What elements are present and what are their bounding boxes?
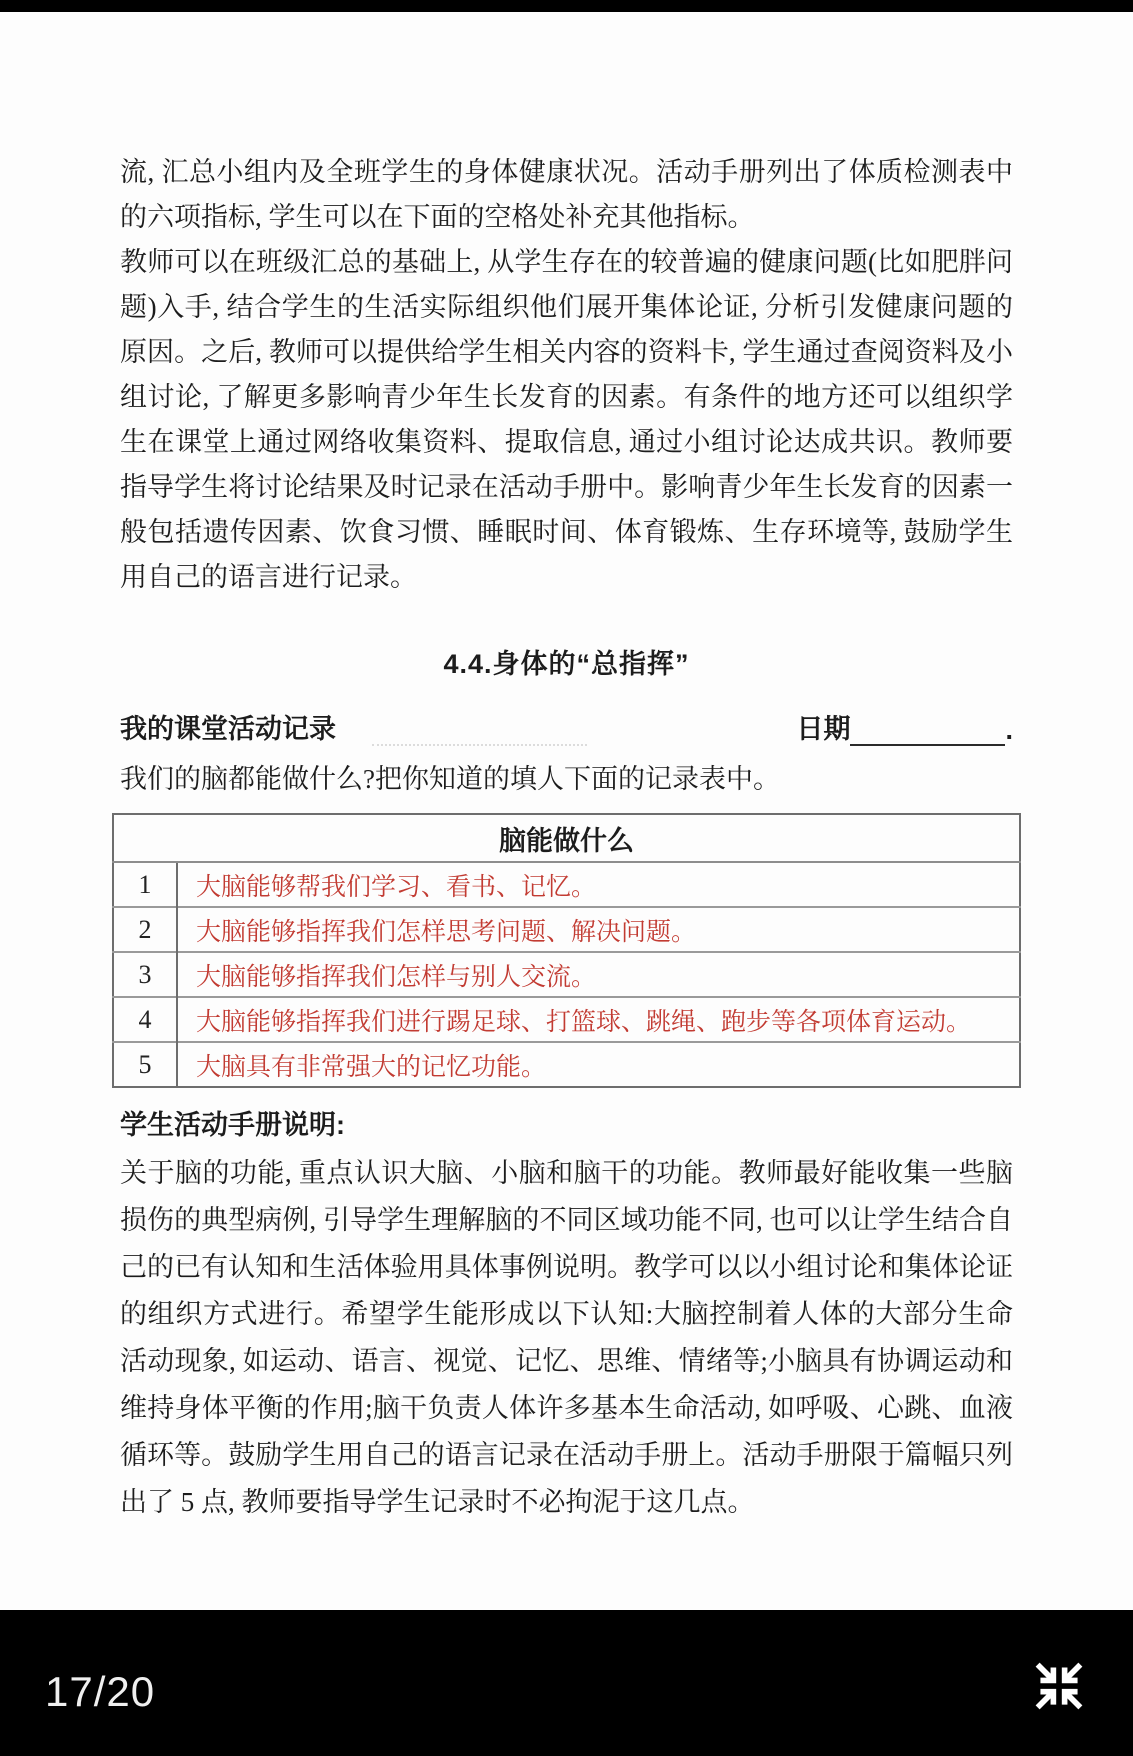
page-indicator: 17/20 <box>45 1668 156 1715</box>
exit-fullscreen-button[interactable] <box>1032 1659 1086 1713</box>
table-row <box>113 952 1020 997</box>
activity-record-label: 我的课堂活动记录 <box>120 714 336 744</box>
document-page <box>0 12 1133 1610</box>
date-group <box>796 707 1013 746</box>
row-answer: 大脑具有非常强大的记忆功能。 <box>177 1042 1020 1087</box>
row-number: 2 <box>113 907 177 952</box>
row-number: 3 <box>113 952 177 997</box>
question-text: 我们的脑都能做什么?把你知道的填人下面的记录表中。 <box>120 764 780 794</box>
exit-fullscreen-icon <box>1032 1659 1086 1713</box>
section-heading: 4.4.身体的“总指挥” <box>443 649 690 679</box>
table-header-row <box>113 814 1020 862</box>
paragraph-teacher-guidance: 教师可以在班级汇总的基础上, 从学生存在的较普遍的健康问题(比如肥胖问题)入手, 结合学生的生活实际组织他们展开集体论证, 分析引发健康问题的原因。之后, 教师可以提供给学生相关内容的资料卡, 学生通过查阅资料及小组讨论, 了解更多影响青少年生长发育的因素。有条件的地方还可以组织学生在课堂上通过网络收集资料、提取信息, 通过小组讨论达成共识。教师要指导学生将讨论结果及时记录在活动手册中。影响青少年生长发育的因素一般包括遗传因素、饮食习惯、睡眠时间、体育锻炼、生存环境等, 鼓励学生用自己的语言进行记录。 <box>120 247 1013 592</box>
table-row <box>113 1042 1020 1087</box>
row-answer: 大脑能够指挥我们怎样思考问题、解决问题。 <box>177 907 1020 952</box>
dotted-underline <box>372 716 587 746</box>
table-row <box>113 862 1020 907</box>
row-answer: 大脑能够帮我们学习、看书、记忆。 <box>177 862 1020 907</box>
record-date-row <box>120 707 1013 746</box>
table-row <box>113 907 1020 952</box>
table-header: 脑能做什么 <box>113 814 1020 862</box>
manual-notes-paragraph: 关于脑的功能, 重点认识大脑、小脑和脑干的功能。教师最好能收集一些脑损伤的典型病例, 引导学生理解脑的不同区域功能不同, 也可以让学生结合自己的已有认知和生活体验用具体事例说明。教学可以以小组讨论和集体论证的组织方式进行。希望学生能形成以下认知:大脑控制着人体的大部分生命活动现象, 如运动、语言、视觉、记忆、思维、情绪等;小脑具有协调运动和维持身体平衡的作用;脑干负责人体许多基本生命活动, 如呼吸、心跳、血液循环等。鼓励学生用自己的语言记录在活动手册上。活动手册限于篇幅只列出了 5 点, 教师要指导学生记录时不必拘泥于这几点。 <box>120 1158 1013 1517</box>
record-left <box>120 707 587 746</box>
row-number: 5 <box>113 1042 177 1087</box>
row-number: 1 <box>113 862 177 907</box>
manual-notes-title: 学生活动手册说明: <box>120 1110 345 1140</box>
date-blank-line <box>850 716 1005 746</box>
row-number: 4 <box>113 997 177 1042</box>
date-period: . <box>1005 715 1013 745</box>
table-row <box>113 997 1020 1042</box>
date-label: 日期 <box>796 714 851 744</box>
brain-functions-table <box>112 813 1021 1088</box>
paragraph-intro: 流, 汇总小组内及全班学生的身体健康状况。活动手册列出了体质检测表中的六项指标, 学生可以在下面的空格处补充其他指标。 <box>120 157 1013 232</box>
row-answer: 大脑能够指挥我们进行踢足球、打篮球、跳绳、跑步等各项体育运动。 <box>177 997 1020 1042</box>
row-answer: 大脑能够指挥我们怎样与别人交流。 <box>177 952 1020 997</box>
